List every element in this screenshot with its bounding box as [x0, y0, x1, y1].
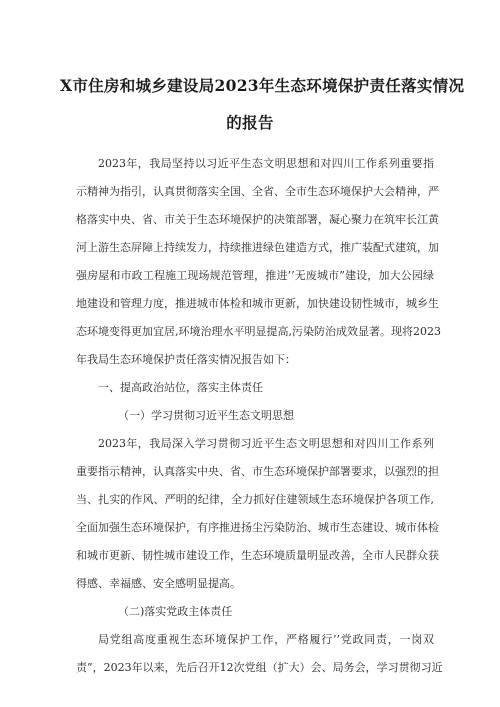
- subsection-1-paragraph-line: 2023年，我局深入学习贯彻习近平生态文明思想和对四川工作系列: [98, 437, 434, 450]
- intro-paragraph-line: 示精神为指引，认真贯彻落实全国、全省、全市生态环境保护大会精神，严: [76, 185, 439, 198]
- intro-paragraph-line: 强房屋和市政工程施工现场规范管理，推进’’无废城市”建设，加大公园绿: [76, 269, 434, 282]
- intro-paragraph-line: 年我局生态环境保护责任落实情况报告如下：: [76, 353, 296, 366]
- intro-paragraph-line: 地建设和管理力度，推进城市体检和城市更新，加快建设韧性城市，城乡生: [76, 297, 439, 310]
- section-1-heading: 一、提高政治站位，落实主体责任: [98, 381, 263, 394]
- intro-paragraph-line: 河上游生态屏障上持续发力，持续推进绿色建造方式，推广装配式建筑，加: [76, 241, 439, 254]
- intro-paragraph-line: 格落实中央、省、市关于生态环境保护的决策部署，凝心聚力在筑牢长江黄: [76, 213, 439, 226]
- subsection-1-paragraph-line: 全面加强生态环境保护，有序推进扬尘污染防治、城市生态建设、城市体检: [76, 521, 439, 534]
- report-body: [76, 150, 443, 682]
- document-title-line-1: X市住房和城乡建设局2023年生态环境保护责任落实情况: [60, 76, 465, 95]
- intro-paragraph-line: 态环境变得更加宜居,环境治理水平明显提高,污染防治成效显著。现将2023: [76, 325, 441, 338]
- subsection-1-paragraph-line: 得感、幸福感、安全感明显提高。: [76, 577, 241, 590]
- subsection-2-paragraph-line: 局党组高度重视生态环境保护工作，严格履行’’党政同责，一岗双: [98, 633, 434, 646]
- subsection-1-paragraph-line: 当、扎实的作风、严明的纪律，全力抓好住建领域生态环境保护各项工作,: [76, 493, 434, 506]
- document-title-line-2: 的报告: [226, 113, 274, 132]
- subsection-1-heading: （一）学习贯彻习近平生态文明思想: [118, 409, 294, 422]
- subsection-2-paragraph-line: 责”，2023年以来，先后召开12次党组（扩大）会、局务会，学习贯彻习近: [76, 661, 443, 674]
- subsection-1-paragraph-line: 和城市更新、韧性城市建设工作，生态环境质量明显改善，全市人民群众获: [76, 549, 439, 562]
- subsection-2-heading: （二)落实党政主体责任: [118, 605, 233, 618]
- intro-paragraph-line: 2023年，我局坚持以习近平生态文明思想和对四川工作系列重要指: [98, 157, 434, 170]
- subsection-1-paragraph-line: 重要指示精神，认真落实中央、省、市生态环境保护部署要求，以强烈的担: [76, 465, 439, 478]
